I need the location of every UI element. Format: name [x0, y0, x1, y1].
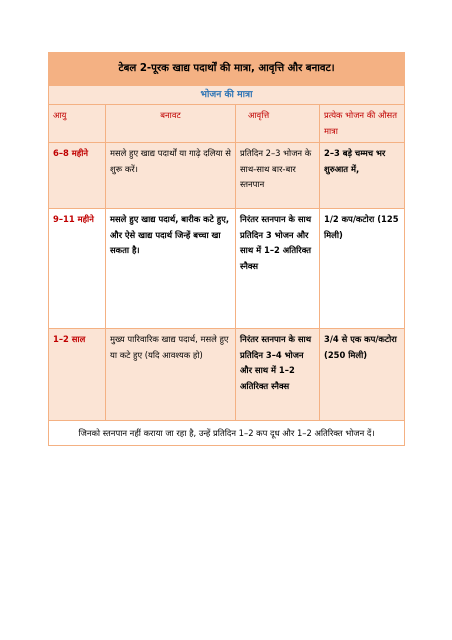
header-texture: बनावट — [106, 105, 236, 143]
row-amount: 2–3 बड़े चम्मच भर शुरुआत में, — [320, 143, 405, 209]
table-row — [49, 209, 405, 329]
header-age: आयु — [49, 105, 106, 143]
row-age: 6–8 महीने — [49, 143, 106, 209]
table-title: टेबल 2-पूरक खाद्य पदार्थों की मात्रा, आवृत्ति और बनावट। — [49, 53, 405, 86]
row-amount: 1/2 कप/कटोरा (125 मिली) — [320, 209, 405, 329]
row-age: 1–2 साल — [49, 329, 106, 421]
complementary-food-table — [48, 52, 405, 446]
footer-row — [49, 421, 405, 446]
header-amount: प्रत्येक भोजन की औसत मात्रा — [320, 105, 405, 143]
row-texture: मसले हुए खाद्य पदार्थों या गाढ़े दलिया से शुरू करें। — [106, 143, 236, 209]
row-frequency: प्रतिदिन 2–3 भोजन के साथ-साथ बार-बार स्तनपान — [236, 143, 320, 209]
header-row — [49, 105, 405, 143]
section-title: भोजन की मात्रा — [49, 86, 405, 105]
table-footer: जिनको स्तनपान नहीं कराया जा रहा है, उन्हें प्रतिदिन 1–2 कप दूध और 1–2 अतिरिक्त भोजन दें। — [49, 421, 405, 446]
row-texture: मसले हुए खाद्य पदार्थ, बारीक कटे हुए, और ऐसे खाद्य पदार्थ जिन्हें बच्चा खा सकता है। — [106, 209, 236, 329]
row-frequency: निरंतर स्तनपान के साथ प्रतिदिन 3–4 भोजन और साथ में 1–2 अतिरिक्त स्नैक्स — [236, 329, 320, 421]
section-row — [49, 86, 405, 105]
table-row — [49, 143, 405, 209]
header-frequency: आवृत्ति — [236, 105, 320, 143]
row-texture: मुख्य पारिवारिक खाद्य पदार्थ, मसले हुए या कटे हुए (यदि आवश्यक हो) — [106, 329, 236, 421]
row-age: 9–11 महीने — [49, 209, 106, 329]
table-row — [49, 329, 405, 421]
title-row — [49, 53, 405, 86]
row-frequency: निरंतर स्तनपान के साथ प्रतिदिन 3 भोजन और साथ में 1–2 अतिरिक्त स्नैक्स — [236, 209, 320, 329]
row-amount: 3/4 से एक कप/कटोरा (250 मिली) — [320, 329, 405, 421]
